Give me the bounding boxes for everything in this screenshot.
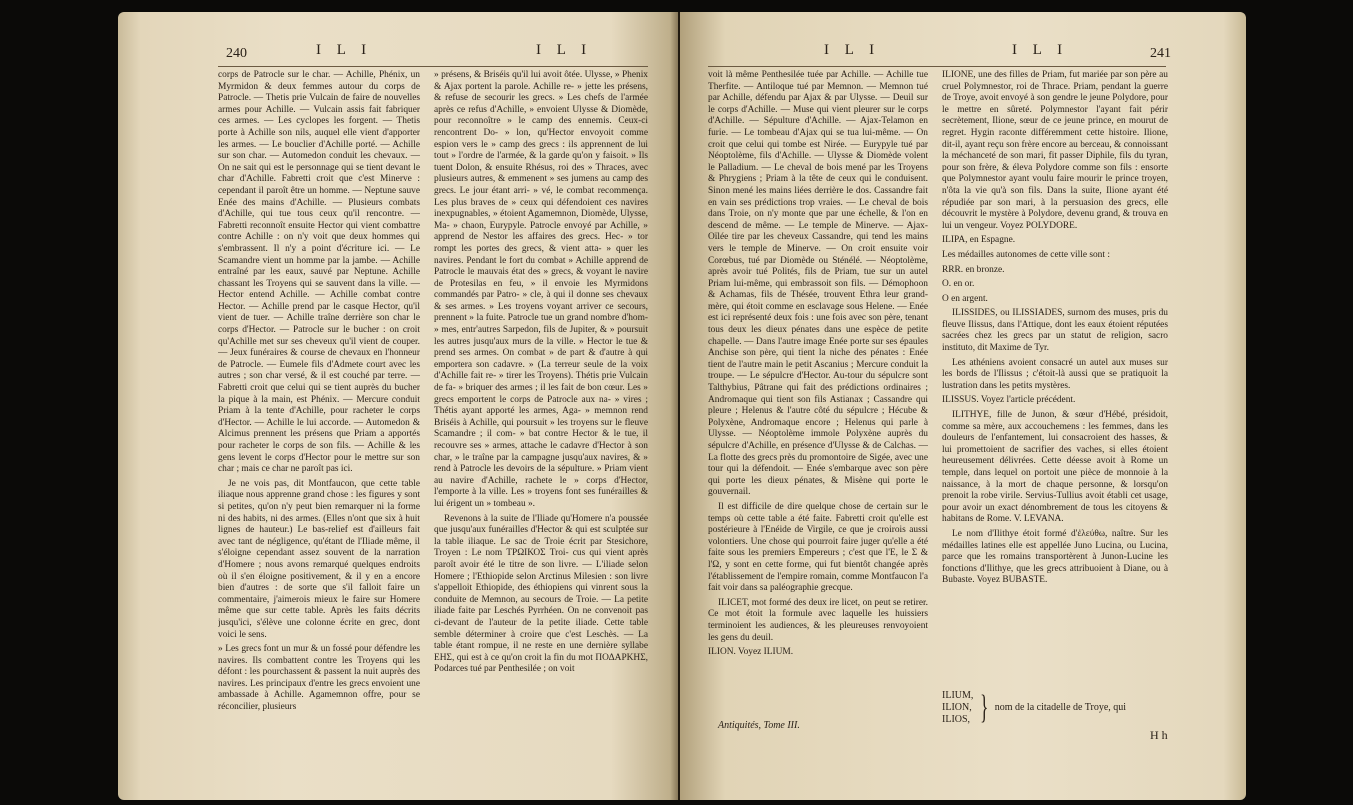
paragraph: ILISSUS. Voyez l'article précédent. <box>942 395 1076 406</box>
left-column-1 <box>218 70 420 788</box>
paragraph: Les médailles autonomes de cette ville sont : <box>942 249 1110 260</box>
brace-text: nom de la citadelle de Troye, qui <box>994 702 1127 713</box>
left-column-2 <box>434 70 648 788</box>
paragraph: RRR. en bronze. <box>942 264 1005 275</box>
paragraph: ILISSIDES, ou ILISSIADES, surnom des muses, pris du fleuve Ilissus, dans l'Attique, dont les eaux étoient réputées sacrées chez les grecs par un statut de religion, sacro instituto, dit Maxime de Tyr. <box>942 308 1168 354</box>
brace-entry <box>942 690 1168 726</box>
left-running-head-1: I L I <box>316 42 373 58</box>
paragraph: O. en or. <box>942 279 975 290</box>
brace-item: ILIUM, <box>942 690 974 701</box>
footer-title: Antiquités, Tome III. <box>718 720 800 731</box>
paragraph: ILIONE, une des filles de Priam, fut mariée par son père au cruel Polymnestor, roi de Thrace. Priam, pendant la guerre de Troye, avoit envoyé à son gendre le jeune Polydore, pour le mettre en sûreté. Polymnestor l'ayant fait périr secrètement, Ilione, sœur de ce jeune prince, en mourut de regret. Hygin raconte différemment cette histoire. Ilione, dit-il, ayant reçu son frère encore au berceau, & connoissant la méchanceté de son mari, fit passer Diphile, fils du tyran, pour son frère, & éleva Polydore comme son fils : ensorte que Polymnestor ayant voulu faire mourir le prince troyen, n'ôta la vie qu'à son fils. Dans la suite, Ilione ayant été répudiée par son mari, à la persuasion des grecs, elle découvrit le mystère à Polydore, devenu grand, & trouva en lui un vengeur. Voyez POLYDORE. <box>942 70 1168 231</box>
right-running-head-2: I L I <box>1012 42 1069 58</box>
right-column-2 <box>942 70 1168 685</box>
paragraph: corps de Patrocle sur le char. — Achille, Phénix, un Myrmidon & deux femmes autour du corps de Patrocle. — Thetis prie Vulcain de faire de nouvelles armes pour Achille. — Vulcain assis fait fabriquer ces armes. — Les cyclopes les forgent. — Thetis porte à Achille son nils, auquel elle vient d'apporter les armes. — Le bouclier d'Achille porté. — Achille sur son char. — Automedon conduit les chevaux. — On ne sait qui est le personnage qui se tient devant le char d'Achille. Fabretti croit que c'est Minerve : cependant il paroît être un homme. — Neptune sauve Enée des mains d'Achille. — Plusieurs combats d'Achille, qui tue tous ceux qu'il rencontre. — Fabretti reconnoît ensuite Hector qui vient combattre contre Achille : on n'y voit que deux hommes qui s'embrassent. Il n'y a point d'écriture ici. — Le Scamandre vient un homme par la jambe. — Achille entraîné par les eaux, sauvé par Neptune. Achille chassant les Troyens qui se sauvent dans la ville. — Hector entend Achille. — Achille combat contre Hector. — Achille prend par le casque Hector, qu'il vient de tuer. — Achille traîne derrière son char le corps d'Hector. — Patrocle sur le bucher : on croit qu'Achille met sur ses cheveux qu'il vient de couper. — Jeux funéraires & course de chevaux en l'honneur de Patrocle. — Eumele fils d'Admete court avec les autres ; son char versé, & il est couché par terre. — Fabretti croit que celui qui se tient auprès du bucher la pique à la main, est Phénix. — Mercure conduit Priam à la tente d'Achille, pour racheter le corps d'Hector. — Achille le lui accorde. — Automedon & Alcimus prennent les présens que Priam a apportés pour racheter le corps de son fils. — Achille & les gens levent le corps d'Hector pour le mettre sur son char ; mais ce char ne paroît pas ici. <box>218 70 420 475</box>
left-running-head-2: I L I <box>536 42 593 58</box>
paragraph: Je ne vois pas, dit Montfaucon, que cette table iliaque nous apprenne grand chose : les figures y sont si petites, qu'on n'y peut bien remarquer ni la forme ni des habits, ni des armes. (Elles n'ont que six à huit lignes de hauteur.) Le bas-relief est d'ailleurs fait avec tant de négligence, qu'étant de l'Iliade même, il s'éloigne cependant assez souvent de la narration d'Homere ; nous avons remarqué quelques endroits où il s'en éloigne positivement, & il y en a encore bien d'autres : de sorte que s'il falloit faire un commentaire, j'aimerois mieux le faire sur Homere même que sur cette table. Après les faits décrits jusqu'ici, s'élève une colonne écrite en grec, dont voici le sens. <box>218 478 420 640</box>
left-head-rule <box>218 66 648 67</box>
paragraph: Il est difficile de dire quelque chose de certain sur le temps où cette table a été faite. Fabretti croit qu'elle est postérieure à l'Enéide de Virgile, ce que je croirois aussi volontiers. Une chose qui pourroit faire juger qu'elle a été faite sous les premiers Empereurs ; c'est que l'E, le Σ & l'Ω, y sont en cette forme, qui fut bientôt changée après l'établissement de l'empire romain, comme Montfaucon l'a fait voir dans sa paléographie grecque. <box>708 501 928 594</box>
left-page <box>118 12 678 800</box>
brace-item: ILION, <box>942 702 972 713</box>
open-book <box>118 12 1248 802</box>
right-folio: 241 <box>1150 46 1171 61</box>
paragraph: ILIPA, en Espagne. <box>942 235 1016 246</box>
paragraph: ILION. Voyez ILIUM. <box>708 647 794 658</box>
brace-glyph: } <box>979 689 989 726</box>
paragraph: ILITHYE, fille de Junon, & sœur d'Hébé, présidoit, comme sa mère, aux accouchemens : les femmes, dans les douleurs de l'enfantement, lui consacroient des hasses, & lui promettoient de sacrifier des vaches, si elles étoient heureusement délivrées. Cette déesse avoit à Rome un temple, dans lequel on portoit une pièce de monnoie à la naissance, à la mort de chaque personne, & lorsqu'on prenoit la robe virile. Servius-Tullius avoit établi cet usage, pour avoir un exact dénombrement de tous les citoyens & habitans de Rome. V. LEVANA. <box>942 410 1168 525</box>
paragraph: Le nom d'Ilithye étoit formé d'ἐλεύθω, naître. Sur les médailles latines elle est appellée Juno Lucina, ou Lucina, parce que les romains transportèrent à Junon-Lucine les fonctions d'Ilithye, que les grecs attribuoient à Diane, ou à Bubaste. Voyez BUBASTE. <box>942 528 1168 586</box>
paragraph: ILICET, mot formé des deux ire licet, on peut se retirer. Ce mot étoit la formule avec laquelle les huissiers terminoient les audiences, & les pleureuses renvoyoient les gens du deuil. <box>708 597 928 643</box>
paragraph: Les athéniens avoient consacré un autel aux muses sur les bords de l'Ilissus ; c'étoit-là aussi que se pratiquoit la lustration dans les petits mystères. <box>942 357 1168 391</box>
right-head-rule <box>708 66 1166 67</box>
right-running-head-1: I L I <box>824 42 881 58</box>
paragraph: » Les grecs font un mur & un fossé pour défendre les navires. Ils combattent contre les Troyens qui les défont : les pourchassent & passent la nuit auprès des navires. Les principaux d'entre les grecs envoient une ambassade à Achille. Agamemnon offre, pour se réconcilier, plusieurs <box>218 644 420 713</box>
signature-mark: H h <box>1150 728 1168 742</box>
right-page <box>680 12 1246 800</box>
paragraph: voit là même Penthesilée tuée par Achille. — Achille tue Therfite. — Antiloque tué par Memnon. — Memnon tué par Achille, défendu par Ajax & par Ulysse. — Deuil sur le corps d'Achille. — Muse qui vient pleurer sur le corps d'Achille. — Sépulture d'Achille. — Ajax-Telamon en furie. — Le tombeau d'Ajax qui se tua lui-même. — On croit que celui qui tombe est Nirée. — Eurypyle tué par Néoptolème, fils d'Achille. — Ulysse & Diomède volent le Palladium. — Le cheval de bois mené par les Troyens & Phrygiens ; Priam à la tête de ceux qui le conduisent. Sinon mené les mains liées derrière le dos. Cassandre fait en vain ses prédictions trop vraies. — Le cheval de bois dans Troie, on n'y monte que par une échelle, & l'on en descend de même. — Le temple de Minerve. — Ajax-Oïlée tire par les cheveux Cassandre, qui tend les mains vers le temple de Minerve. — On croit ensuite voir Corœbus, tué par Diomède ou Sténélé. — Néoptolème, après avoir tué Polités, fils de Priam, tue sur un autel Priam lui-même, qui embrassoit son fils. — Démophoon & Achamas, fils de Thésée, trouvent Ethra leur grand-mère, qui étoit comme en esclavage sous Helene. — Enée est ici représenté deux fois : une fois avec son père, tenant tous deux les dieux pénates dans une espèce de petite chapelle. — Dans l'autre image Enée porte sur ses épaules Anchise son père, qui tient la niche des pénates : Enée tient de l'autre main le petit Ascanius ; Mercure conduit la troupe. — Le sépulcre d'Hector. Au-tour du sépulcre sont Talthybius, Pâtrane qui fait des prédictions ordinaires ; Andromaque qui tient son fils Astianax ; Cassandre qui pleure ; Helenus & l'autre côté du sépulcre ; Hécube & Polyxène, Andromaque encore ; Helenus qui parle à Ulysse. — Néoptolème immole Polyxène auprès du sépulcre d'Achille, en présence d'Ulysse & de Calchas. — La flotte des grecs près du promontoire de Sigée, avec une tour qui la défendoit. — Enée s'embarque avec son père qui porte les dieux pénates, & Misène qui porte le gouvernail. <box>708 70 928 498</box>
paragraph: » présens, & Briséis qu'il lui avoit ôtée. Ulysse, » Phenix & Ajax portent la parole. Achille re- » jette les présens, & refuse de secourir les grecs. » Les chefs de l'armée après ce refus d'Achille, » envoient Ulysse & Diomède, pour reconnoître » le camp des ennemis. Ceux-ci rencontrent Do- » lon, qu'Hector envoyoit comme espion vers le » camp des grecs : ils apprennent de lui tout » l'ordre de l'armée, & la garde qu'on y faisoit. » Ils tuent Dolon, & ensuite Rhésus, roi des » Thraces, avec plusieurs autres, & emmenent » ses jumens au camp des grecs. Le jour étant arri- » vé, le combat recommença. Les plus braves de » ceux qui défendoient ces navires inexpugnables, » étoient Agamemnon, Diomède, Ulysse, Ma- » chaon, Eurypyle. Patrocle envoyé par Achille, » apprend de Nestor les affaires des grecs. Hec- » tor rompt les portes des grecs, & vient atta- » quer les navires. Pendant le fort du combat » Achille apprend de Patrocle le mauvais état des » grecs, & voyant le navire de Protesilas en feu, » il envoie les Myrmidons commandés par Patro- » cle, à qui il donne ses chevaux & ses armes. » Les troyens voyant arriver ce secours, prennent » la fuite. Patrocle tue un grand nombre d'hom- » mes, entr'autres Sarpedon, fils de Jupiter, & » poursuit les autres jusqu'aux murs de la ville. » Hector le tue & prend ses armes. On combat » de part & d'autre à qui emportera son cadavre. » (La terreur seule de la voix d'Achille fait re- » tirer les Troyens). Thétis prie Vulcain de fa- » briquer des armes ; il les fait de bon cœur. Les » grecs emportent le corps de Patrocle aux na- » vires ; Thétis ayant apporté les armes, Aga- » memnon rend Briséis à Achille, qui poursuit » les troyens sur le fleuve Scamandre ; il com- » bat contre Hector & le tue, il recouvre ses » armes, attache le cadavre d'Hector à son char, » le traîne par la campagne jusqu'aux navires, & » rend à Patrocle les devoirs de la sépulture. » Priam vient au navire d'Achille, rachete le » corps d'Hector, l'emporte à la ville. Les » troyens font ses funérailles & lui érigent un » tombeau ». <box>434 70 648 509</box>
left-folio: 240 <box>226 46 247 61</box>
paragraph: O en argent. <box>942 293 988 304</box>
brace-item: ILIOS, <box>942 714 971 725</box>
paragraph: Revenons à la suite de l'Iliade qu'Homere n'a poussée que jusqu'aux funérailles d'Hector & qui est sculptée sur la table iliaque. Le sac de Troie écrit par Stesichore, Troyen : Le nom ΤΡΩΙΚΟΣ Troi- cus qui vient après paroît avoir été le titre de son livre. — L'iliade selon Homere ; l'Ethiopide selon Arctinus Milesien : son livre s'appelloit Ethiopide, des éthiopiens qui vinrent sous la conduite de Memnon, au secours de Troie. — La petite iliade faite par Leschés Pyrrhéen. On ne convenoit pas ci-devant de l'auteur de la petite iliade. Cette table semble déterminer à croire que c'est Leschès. — La table étant rompue, il ne reste en une dernière syllabe ΕΗΣ, qui est à ce qu'on croit la fin du mot ΠΟΔΑΡΚΗΣ, Podarces tué par Penthesilée ; on voit <box>434 513 648 675</box>
right-column-1 <box>708 70 928 715</box>
